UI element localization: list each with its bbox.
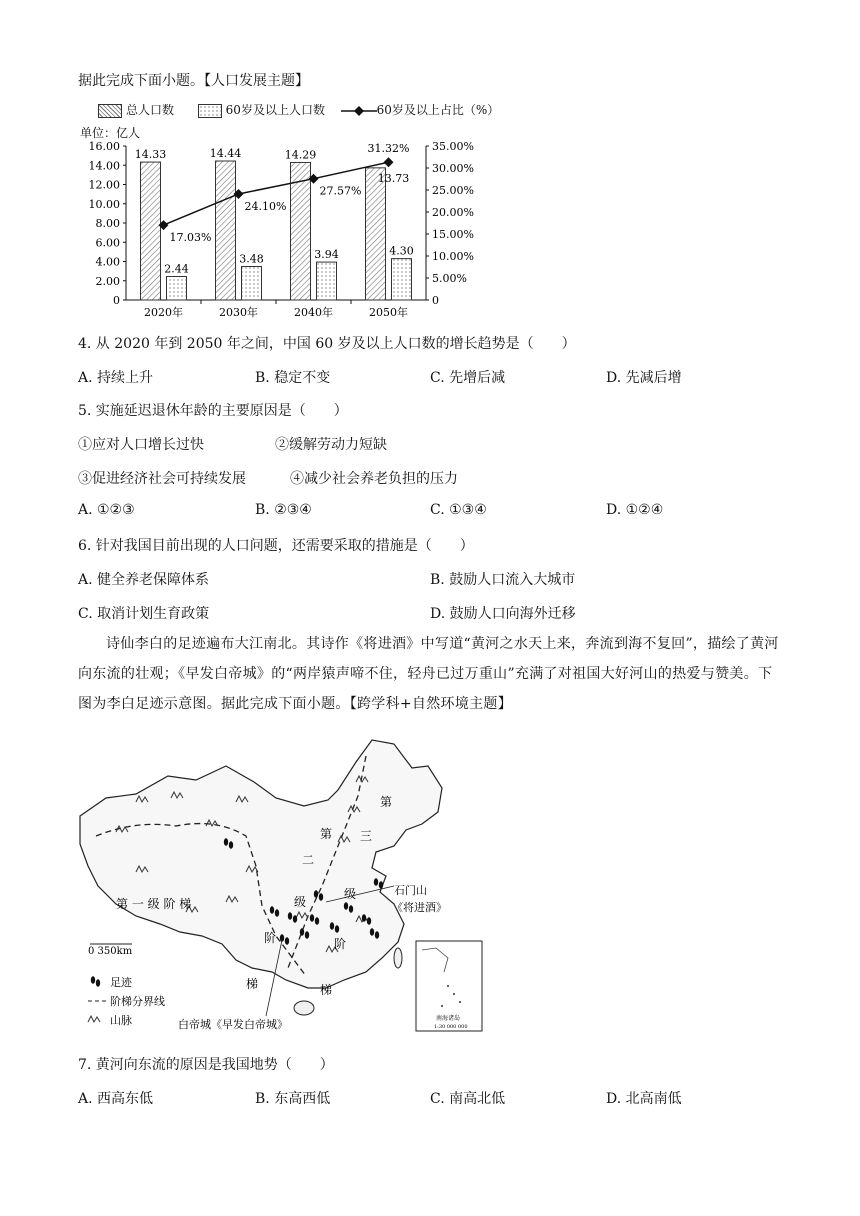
y-left-tick-label: 8.00 [95, 217, 120, 230]
legend-total-label: 总人口数 [126, 103, 175, 117]
bar-total [216, 161, 236, 300]
chart-legend [98, 101, 499, 118]
legend-swatch-60plus [198, 104, 222, 118]
jiangjinjiu-label: 《将进酒》 [392, 901, 447, 914]
x-tick-label: 2020年 [144, 306, 183, 319]
q7-option-a[interactable]: A. 西高东低 [78, 1091, 154, 1107]
q4-stem: 4. 从 2020 年到 2050 年之间，中国 60 岁及以上人口数的增长趋势是（ ） [78, 336, 576, 352]
poem-passage: 诗仙李白的足迹遍布大江南北。其诗作《将进酒》中写道“黄河之水天上来，奔流到海不复回”，描绘了黄河向东流的壮观；《早发白帝城》的“两岸猿声啼不住，轻舟已过万重山”充满了对祖国大好河山的热爱与赞美。下图为李白足迹示意图。据此完成下面小题。【跨学科+自然环境主题】 [78, 636, 779, 712]
bar-total-value-label: 14.33 [134, 148, 167, 162]
q5-option-c[interactable]: C. ①③④ [430, 502, 487, 518]
y-left-tick-label: 16.00 [88, 140, 120, 153]
bar-60plus [167, 277, 187, 300]
y-right-tick-label: 0 [432, 294, 439, 307]
y-left-tick-label: 6.00 [95, 236, 120, 250]
x-tick-label: 2030年 [219, 306, 258, 319]
bar-total-value-label: 14.29 [284, 148, 317, 162]
china-outline [80, 740, 442, 988]
y-right-tick-label: 20.00% [432, 206, 474, 219]
intro-text: 据此完成下面小题。【人口发展主题】 [78, 73, 309, 89]
legend-swatch-total [98, 104, 122, 118]
step2-char-3: 级 [294, 895, 307, 909]
x-tick-label: 2040年 [294, 306, 333, 319]
legend-boundary-label: 阶梯分界线 [110, 995, 165, 1008]
bar-total-value-label: 14.44 [209, 147, 242, 161]
q4-option-b[interactable]: B. 稳定不变 [255, 370, 331, 386]
ratio-value-label: 27.57% [319, 184, 362, 198]
q4-option-d[interactable]: D. 先减后增 [606, 370, 682, 386]
q6-option-a[interactable]: A. 健全养老保障体系 [78, 572, 210, 588]
x-tick-label: 2050年 [369, 306, 408, 319]
y-right-tick-label: 35.00% [432, 140, 474, 153]
y-right-tick-label: 25.00% [432, 184, 474, 197]
y-left-tick-label: 4.00 [95, 255, 120, 269]
q5-option-d[interactable]: D. ①②④ [606, 502, 664, 518]
q6-stem: 6. 针对我国目前出现的人口问题，还需要采取的措施是（ ） [78, 538, 474, 554]
population-chart [76, 138, 486, 320]
q5-item-1: ①应对人口增长过快 [78, 437, 204, 453]
legend-mountain-label: 山脉 [110, 1014, 132, 1027]
step3-char-2: 三 [360, 829, 373, 843]
baidicheng-label: 白帝城《早发白帝城》 [178, 1018, 288, 1031]
y-right-tick-label: 30.00% [432, 162, 474, 175]
step3-char-3: 级 [344, 887, 357, 901]
q6-option-b[interactable]: B. 鼓励人口流入大城市 [430, 572, 576, 588]
y-left-tick-label: 2.00 [95, 274, 120, 288]
bar-60plus [242, 267, 262, 300]
legend-line-icon [341, 105, 377, 117]
bar-total [141, 162, 161, 300]
q4-option-c[interactable]: C. 先增后减 [430, 370, 506, 386]
q6-option-d[interactable]: D. 鼓励人口向海外迁移 [430, 606, 576, 622]
bar-60plus-value-label: 2.44 [164, 262, 189, 276]
legend-60plus-label: 60岁及以上人口数 [225, 103, 325, 117]
y-left-tick-label: 10.00 [88, 197, 120, 211]
bar-60plus-value-label: 3.48 [239, 252, 264, 266]
bar-60plus [317, 262, 337, 300]
shimenshan-label: 石门山 [394, 884, 427, 897]
inset-title: 南海诸岛 [436, 1015, 461, 1022]
ratio-value-label: 31.32% [367, 142, 410, 156]
legend-ratio-label: 60岁及以上占比（%） [376, 103, 500, 117]
step2-char-1: 第 [320, 827, 333, 841]
step2-char-2: 二 [302, 853, 315, 867]
q7-option-c[interactable]: C. 南高北低 [430, 1091, 506, 1107]
step3-char-1: 第 [380, 795, 393, 809]
ratio-value-label: 17.03% [169, 231, 212, 245]
y-right-tick-label: 15.00% [432, 228, 474, 241]
q7-option-d[interactable]: D. 北高南低 [606, 1091, 682, 1107]
step1-label: 第 一 级 阶 梯 [116, 897, 192, 911]
q5-item-2: ②缓解劳动力短缺 [275, 437, 387, 453]
step2-char-4: 阶 [264, 931, 277, 945]
scale-label: 0 350km [88, 946, 133, 957]
ratio-value-label: 24.10% [244, 199, 287, 213]
ratio-point [384, 157, 394, 167]
q5-option-b[interactable]: B. ②③④ [255, 502, 312, 518]
step2-char-5: 梯 [246, 977, 259, 991]
q4-option-a[interactable]: A. 持续上升 [78, 370, 154, 386]
q5-item-3: ③促进经济社会可持续发展 [78, 471, 246, 487]
step3-char-5: 梯 [320, 983, 333, 997]
bar-total [366, 168, 386, 300]
y-left-tick-label: 14.00 [88, 159, 120, 173]
q5-item-4: ④减少社会养老负担的压力 [290, 471, 458, 487]
q6-option-c[interactable]: C. 取消计划生育政策 [78, 606, 210, 622]
y-right-tick-label: 10.00% [432, 250, 474, 263]
q7-option-b[interactable]: B. 东高西低 [255, 1091, 331, 1107]
q7-stem: 7. 黄河向东流的原因是我国地势（ ） [78, 1057, 334, 1073]
libai-footprint-map [76, 736, 496, 1036]
inset-scale: 1:30 000 000 [434, 1024, 468, 1030]
step3-char-4: 阶 [334, 937, 347, 951]
y-left-tick-label: 12.00 [88, 178, 120, 192]
q5-option-a[interactable]: A. ①②③ [78, 502, 135, 518]
bar-total-value-label: 13.73 [377, 171, 410, 185]
legend-footprint-label: 足迹 [110, 976, 132, 989]
y-right-tick-label: 5.00% [432, 272, 467, 285]
bar-60plus [392, 259, 412, 300]
q5-stem: 5. 实施延迟退休年龄的主要原因是（ ） [78, 403, 348, 419]
chart-unit-label: 单位：亿人 [80, 126, 141, 140]
bar-60plus-value-label: 3.94 [314, 248, 339, 262]
y-left-tick-label: 0 [113, 294, 120, 307]
bar-60plus-value-label: 4.30 [389, 244, 414, 258]
